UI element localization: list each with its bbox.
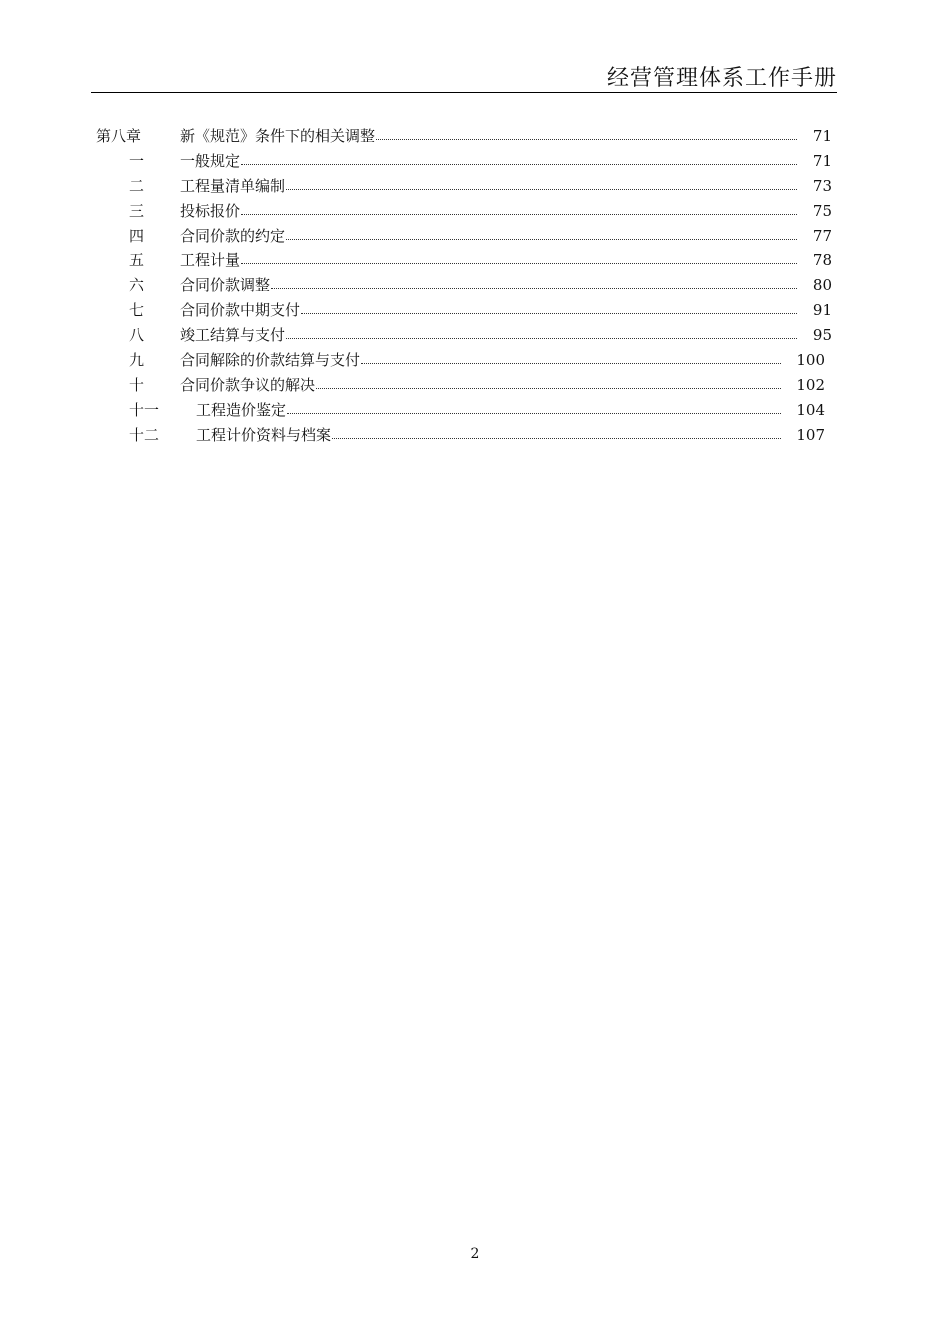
toc-entry-page: 71 [812,151,832,170]
toc-entry-page: 102 [796,375,825,394]
toc-dot-leader [376,127,797,141]
toc-dot-leader [287,401,781,415]
toc-entry-title: 合同价款争议的解决 [180,375,316,394]
toc-entry[interactable] [0,124,950,149]
toc-entry[interactable] [0,199,950,224]
toc-entry-page: 78 [812,251,832,270]
header-title: 经营管理体系工作手册 [606,66,837,91]
toc-entry-number: 十二 [129,425,160,444]
toc-entry-number: 十一 [129,400,160,419]
toc-entry-page: 95 [812,326,832,345]
toc-dot-leader [286,326,797,340]
toc-dot-leader [301,301,797,315]
toc-entry[interactable] [0,373,950,398]
toc-dot-leader [316,376,781,390]
toc-dot-leader [241,202,797,216]
toc-entry[interactable] [0,348,950,373]
toc-dot-leader [286,177,797,191]
toc-entry-number: 三 [129,201,145,220]
toc-entry-number: 一 [129,151,145,170]
toc-entry-page: 75 [812,201,832,220]
toc-entry-title: 工程计量 [180,251,241,270]
toc-entry-number: 六 [129,276,145,295]
toc-entry-title: 合同解除的价款结算与支付 [180,351,361,370]
toc-entry[interactable] [0,298,950,323]
toc-entry[interactable] [0,398,950,423]
toc-entry-page: 80 [812,276,832,295]
toc-entry-title: 一般规定 [180,151,241,170]
toc-entry-number: 五 [129,251,145,270]
toc-entry-number: 九 [129,351,145,370]
toc-entry[interactable] [0,423,950,448]
page-number: 2 [470,1246,480,1262]
toc-entry-page: 107 [796,425,825,444]
toc-entry[interactable] [0,323,950,348]
toc-entry-number: 八 [129,326,145,345]
toc-entry-title: 合同价款中期支付 [180,301,301,320]
toc-entry-title: 工程计价资料与档案 [196,425,332,444]
toc-entry-page: 73 [812,176,832,195]
toc-dot-leader [332,426,781,440]
toc-entry-page: 71 [812,127,832,145]
toc-entry-title: 合同价款的约定 [180,226,286,245]
toc-entry-page: 100 [796,351,825,370]
header-rule [91,92,837,93]
toc-entry-page: 91 [812,301,832,320]
toc-dot-leader [271,276,797,290]
toc-dot-leader [241,152,797,166]
toc-entry-title: 竣工结算与支付 [180,326,286,345]
toc-dot-leader [241,251,797,265]
toc-entry-page: 77 [812,226,832,245]
toc-entry[interactable] [0,224,950,249]
toc-entry-page: 104 [796,400,825,419]
toc-entry[interactable] [0,174,950,199]
toc-entry-number: 二 [129,176,145,195]
toc-dot-leader [361,351,781,365]
table-of-contents [0,124,950,448]
toc-entry-number: 第八章 [96,127,142,145]
toc-entry[interactable] [0,149,950,174]
toc-entry-title: 投标报价 [180,201,241,220]
toc-entry-number: 十 [129,375,145,394]
toc-entry-title: 合同价款调整 [180,276,271,295]
toc-entry-title: 工程量清单编制 [180,176,286,195]
toc-entry-title: 新《规范》条件下的相关调整 [180,127,376,145]
toc-entry-number: 四 [129,226,145,245]
toc-entry[interactable] [0,248,950,273]
toc-dot-leader [286,227,797,241]
toc-entry[interactable] [0,273,950,298]
toc-entry-number: 七 [129,301,145,320]
toc-entry-title: 工程造价鉴定 [196,400,287,419]
